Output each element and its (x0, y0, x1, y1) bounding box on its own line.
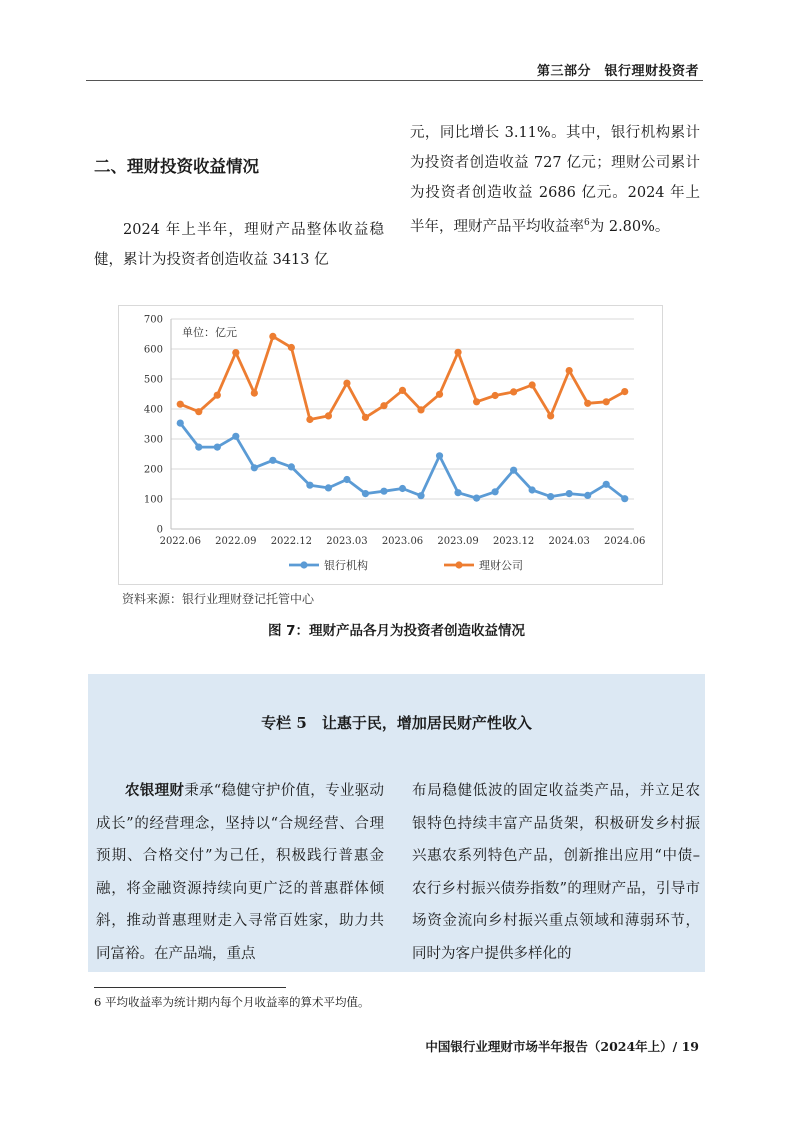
data-point (473, 398, 480, 405)
x-tick-label: 2023.12 (492, 536, 535, 547)
data-point (177, 401, 184, 408)
data-point (492, 488, 499, 495)
grid-layer (171, 319, 634, 529)
data-point (288, 344, 295, 351)
data-point (399, 387, 406, 394)
header-rule (86, 80, 703, 81)
data-point (473, 495, 480, 502)
data-point (306, 482, 313, 489)
data-point (454, 349, 461, 356)
legend-label: 理财公司 (479, 559, 523, 572)
y-tick-label: 300 (143, 434, 163, 446)
x-tick-label: 2022.12 (270, 536, 313, 547)
y-tick-label: 200 (143, 464, 163, 476)
data-point (362, 414, 369, 421)
data-point (492, 392, 499, 399)
footnote-ref: 6 (584, 218, 590, 228)
data-point (436, 391, 443, 398)
legend-swatch-marker (455, 561, 462, 568)
footnote: 6 平均收益率为统计期内每个月收益率的算术平均值。 (94, 995, 370, 1009)
column-left-paragraph (96, 775, 384, 970)
data-point (584, 400, 591, 407)
data-point (621, 495, 628, 502)
x-tick-label: 2023.09 (437, 536, 479, 547)
data-point (380, 402, 387, 409)
paragraph-left: 2024 年上半年，理财产品整体收益稳健，累计为投资者创造收益 3413 亿 (94, 222, 384, 268)
figure-caption: 图 7：理财产品各月为投资者创造收益情况 (267, 623, 526, 639)
page-header-title: 第三部分 银行理财投资者 (536, 64, 699, 79)
data-point (343, 476, 350, 483)
data-point (232, 433, 239, 440)
data-point (232, 349, 239, 356)
data-point (214, 392, 221, 399)
data-point (399, 485, 406, 492)
data-point (251, 390, 258, 397)
data-point (325, 484, 332, 491)
data-point (380, 488, 387, 495)
section-heading: 二、理财投资收益情况 (94, 157, 259, 176)
data-point (454, 489, 461, 496)
column-left-text-block (96, 775, 384, 970)
x-tick-label: 2024.03 (548, 536, 590, 547)
data-point (621, 388, 628, 395)
data-point (529, 486, 536, 493)
series-layer (177, 333, 629, 503)
chart-svg (119, 306, 662, 584)
data-point (177, 420, 184, 427)
data-point (417, 406, 424, 413)
column-left-text: 秉承“稳健守护价值，专业驱动成长”的经营理念，坚持以“合规经营、合理预期、合格交付”为己任，积极践行普惠金融，将金融资源持续向更广泛的普惠群体倾斜，推动普惠理财走入寻常百姓家，助力共同富裕。在产品端，重点 (96, 783, 384, 962)
data-point (325, 412, 332, 419)
data-point (288, 463, 295, 470)
column-left-bold: 农银理财 (125, 782, 185, 799)
source-note: 资料来源：银行业理财登记托管中心 (122, 592, 315, 606)
unit-label: 单位：亿元 (182, 326, 237, 339)
x-tick-label: 2023.03 (326, 536, 368, 547)
column-title: 专栏 5 让惠于民，增加居民财产性收入 (261, 714, 532, 732)
y-tick-label: 400 (143, 404, 163, 416)
paragraph-right-end: 为 2.80%。 (589, 218, 670, 235)
data-point (584, 492, 591, 499)
column-box (88, 674, 705, 972)
x-tick-label: 2022.09 (215, 536, 257, 547)
data-point (566, 490, 573, 497)
x-tick-label: 2023.06 (381, 536, 424, 547)
data-point (510, 467, 517, 474)
data-point (195, 444, 202, 451)
data-point (566, 367, 573, 374)
x-tick-label: 2024.06 (604, 536, 646, 547)
y-tick-label: 100 (143, 494, 163, 506)
legend-swatch-marker (300, 561, 307, 568)
y-tick-label: 700 (143, 314, 163, 326)
data-point (417, 492, 424, 499)
data-point (269, 333, 276, 340)
data-point (343, 380, 350, 387)
legend-label: 银行机构 (324, 559, 368, 572)
data-point (547, 412, 554, 419)
column-right-paragraph (412, 775, 700, 970)
y-tick-label: 0 (156, 524, 163, 536)
data-point (269, 457, 276, 464)
legend-layer (289, 558, 523, 572)
data-point (214, 444, 221, 451)
paragraph-right (410, 118, 700, 242)
data-point (306, 416, 313, 423)
chart (118, 305, 663, 585)
data-point (603, 398, 610, 405)
data-point (547, 493, 554, 500)
page-footer: 中国银行业理财市场半年报告（2024年上）/ 19 (425, 1039, 699, 1054)
data-point (362, 490, 369, 497)
paragraph-right-text: 元，同比增长 3.11%。其中，银行机构累计为投资者创造收益 727 亿元；理财公司累计为投资者创造收益 2686 亿元。2024 年上半年，理财产品平均收益率 (410, 125, 700, 235)
y-tick-label: 500 (143, 374, 163, 386)
data-point (603, 481, 610, 488)
x-tick-label: 2022.06 (159, 536, 201, 547)
data-point (510, 388, 517, 395)
data-point (195, 408, 202, 415)
data-point (529, 381, 536, 388)
y-tick-label: 600 (143, 344, 163, 356)
column-right-text: 布局稳健低波的固定收益类产品，并立足农银特色持续丰富产品货架，积极研发乡村振兴惠农系列特色产品，创新推出应用“中债–农行乡村振兴债券指数”的理财产品，引导市场资金流向乡村振兴重点领域和薄弱环节，同时为客户提供多样化的 (412, 783, 700, 962)
footnote-rule (94, 987, 286, 988)
data-point (251, 464, 258, 471)
data-point (436, 452, 443, 459)
